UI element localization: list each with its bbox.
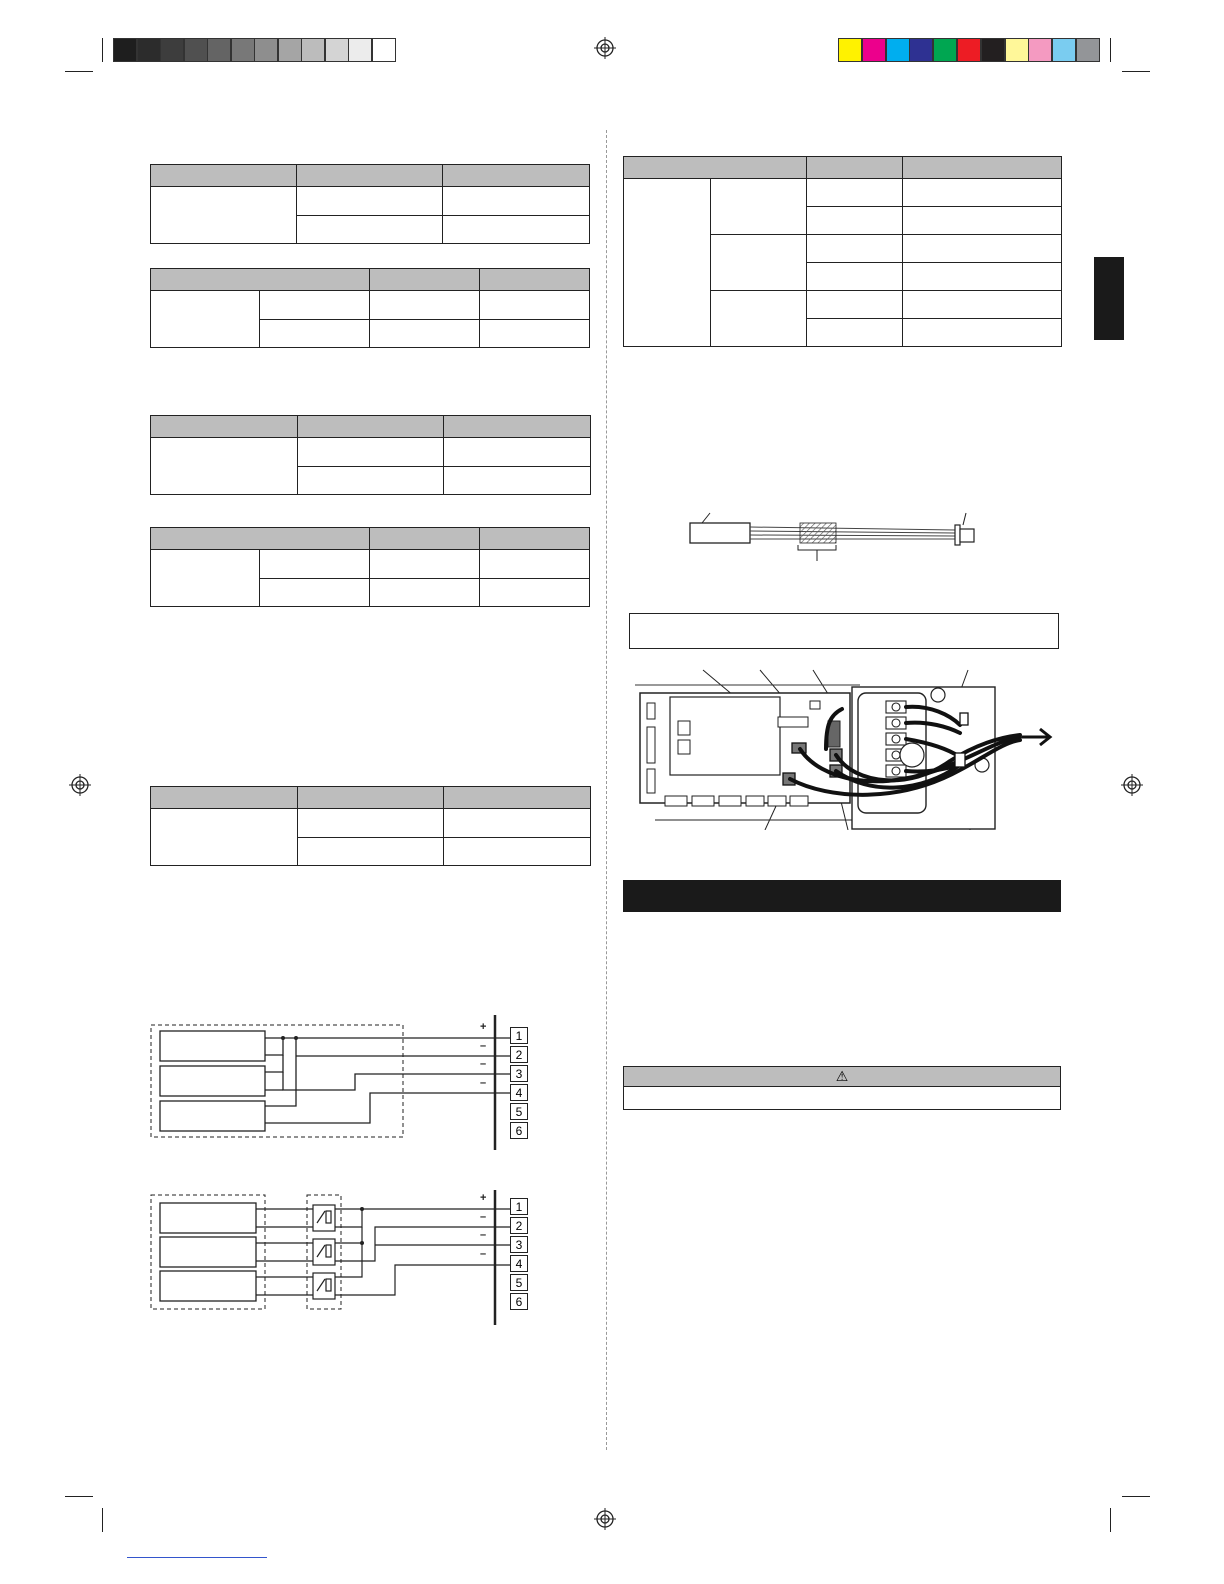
polarity-sign: + bbox=[480, 1021, 487, 1033]
footer-link-underline bbox=[127, 1557, 267, 1558]
grayscale-swatch bbox=[207, 38, 231, 62]
grayscale-swatch bbox=[184, 38, 208, 62]
crop-mark bbox=[102, 1508, 103, 1532]
grayscale-swatch bbox=[113, 38, 137, 62]
terminal-1: 1 bbox=[510, 1027, 528, 1044]
warning-triangle-icon: ⚠ bbox=[835, 1068, 849, 1084]
spec-table-5 bbox=[150, 786, 591, 866]
control-board-wiring-illustration bbox=[630, 665, 1060, 830]
terminal-3: 3 bbox=[510, 1236, 528, 1253]
note-box bbox=[629, 613, 1059, 649]
polarity-sign: + bbox=[480, 1192, 487, 1204]
color-swatch bbox=[933, 38, 957, 62]
warning-box bbox=[623, 1066, 1061, 1110]
polarity-sign: – bbox=[480, 1040, 487, 1052]
color-swatch bbox=[1028, 38, 1052, 62]
grayscale-swatch bbox=[254, 38, 278, 62]
terminal-2: 2 bbox=[510, 1217, 528, 1234]
terminal-4: 4 bbox=[510, 1084, 528, 1101]
spec-table-6 bbox=[623, 156, 1062, 347]
grayscale-swatch bbox=[348, 38, 372, 62]
side-language-tab bbox=[1094, 257, 1124, 340]
spec-table-1 bbox=[150, 164, 590, 244]
terminal-6: 6 bbox=[510, 1293, 528, 1310]
section-header-bar bbox=[623, 880, 1061, 912]
terminal-5: 5 bbox=[510, 1274, 528, 1291]
color-swatch bbox=[1052, 38, 1076, 62]
crop-mark bbox=[1110, 1508, 1111, 1532]
spec-table-3 bbox=[150, 415, 591, 495]
registration-target-icon bbox=[1121, 774, 1143, 796]
color-swatch bbox=[1005, 38, 1029, 62]
polarity-sign: – bbox=[480, 1229, 487, 1241]
grayscale-swatch bbox=[160, 38, 184, 62]
polarity-sign: – bbox=[480, 1248, 487, 1260]
terminal-3: 3 bbox=[510, 1065, 528, 1082]
grayscale-swatch bbox=[372, 38, 396, 62]
terminal-6: 6 bbox=[510, 1122, 528, 1139]
crop-mark bbox=[65, 1496, 93, 1497]
crop-mark bbox=[65, 71, 93, 72]
color-swatch bbox=[838, 38, 862, 62]
registration-target-icon bbox=[69, 774, 91, 796]
polarity-sign: – bbox=[480, 1077, 487, 1089]
crop-mark bbox=[1110, 38, 1111, 62]
color-swatch bbox=[981, 38, 1005, 62]
grayscale-swatch bbox=[231, 38, 255, 62]
grayscale-swatch bbox=[137, 38, 161, 62]
spec-table-4 bbox=[150, 527, 590, 607]
terminal-2: 2 bbox=[510, 1046, 528, 1063]
terminal-5: 5 bbox=[510, 1103, 528, 1120]
warning-header bbox=[624, 1067, 1060, 1087]
crop-mark bbox=[1122, 71, 1150, 72]
spec-table-2 bbox=[150, 268, 590, 348]
terminal-1: 1 bbox=[510, 1198, 528, 1215]
color-swatch bbox=[862, 38, 886, 62]
color-swatch bbox=[886, 38, 910, 62]
color-swatch bbox=[909, 38, 933, 62]
terminal-4: 4 bbox=[510, 1255, 528, 1272]
crop-mark bbox=[102, 38, 103, 62]
grayscale-swatch bbox=[278, 38, 302, 62]
grayscale-swatch bbox=[301, 38, 325, 62]
cable-assembly-drawing bbox=[680, 505, 990, 565]
polarity-sign: – bbox=[480, 1058, 487, 1070]
registration-target-icon bbox=[594, 37, 616, 59]
color-swatch bbox=[957, 38, 981, 62]
crop-mark bbox=[1122, 1496, 1150, 1497]
registration-target-icon bbox=[594, 1508, 616, 1530]
color-swatch bbox=[1076, 38, 1100, 62]
polarity-sign: – bbox=[480, 1211, 487, 1223]
column-divider bbox=[606, 130, 607, 1450]
grayscale-swatch bbox=[325, 38, 349, 62]
